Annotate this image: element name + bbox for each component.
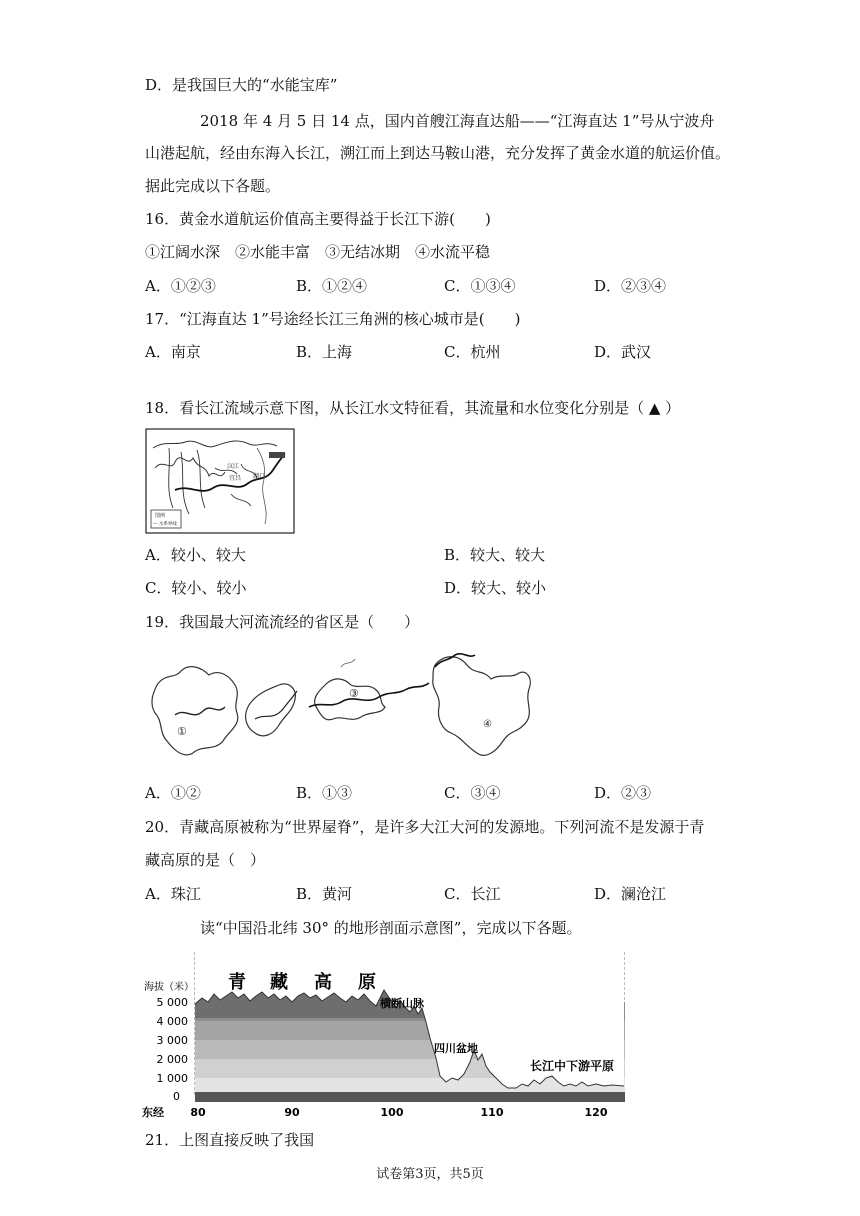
passage-line-2: 山港起航，经由东海入长江，溯江而上到达马鞍山港，充分发挥了黄金水道的航运价值。 bbox=[145, 144, 731, 162]
map19-label-4: ④ bbox=[483, 719, 492, 730]
q20-option-b: B．黄河 bbox=[296, 885, 353, 903]
profile-x-prefix: 东经 bbox=[142, 1106, 164, 1119]
profile-basin-label: 四川盆地 bbox=[434, 1042, 478, 1055]
q17-option-b: B．上海 bbox=[296, 343, 353, 361]
q20-option-c: C．长江 bbox=[444, 885, 501, 903]
profile-x-tick: 100 bbox=[380, 1106, 404, 1119]
map18-legend-title: 图例 bbox=[155, 513, 166, 519]
profile-y-tick: 5 000 bbox=[156, 996, 188, 1009]
terrain-profile-chart bbox=[140, 946, 630, 1124]
page-footer: 试卷第3页，共5页 bbox=[376, 1167, 484, 1182]
q20-option-a: A．珠江 bbox=[145, 885, 201, 903]
q19-option-d: D．②③ bbox=[594, 784, 652, 802]
province-maps bbox=[145, 645, 545, 770]
question-18: 18．看长江流域示意下图，从长江水文特征看，其流量和水位变化分别是（ ▲ ） bbox=[145, 399, 681, 417]
profile-mountain-label: 横断山脉 bbox=[380, 997, 424, 1010]
map18-legend-item: — 水系界线 bbox=[153, 522, 177, 527]
q18-option-b: B．较大、较大 bbox=[444, 546, 546, 564]
intro-q21: 读“中国沿北纬 30° 的地形剖面示意图”，完成以下各题。 bbox=[200, 919, 582, 937]
profile-y-tick: 0 bbox=[173, 1090, 180, 1103]
profile-plateau-char: 高 bbox=[314, 972, 332, 993]
q17-option-d: D．武汉 bbox=[594, 343, 652, 361]
profile-plain-label: 长江中下游平原 bbox=[530, 1059, 615, 1073]
option-d-previous: D．是我国巨大的“水能宝库” bbox=[145, 76, 338, 94]
question-19: 19．我国最大河流流经的省区是（ ） bbox=[145, 613, 420, 631]
map19-label-3: ③ bbox=[349, 687, 359, 700]
q18-option-d: D．较大、较小 bbox=[444, 579, 547, 597]
profile-y-axis-label: 海拔（米） bbox=[144, 982, 194, 993]
profile-x-tick: 120 bbox=[584, 1106, 608, 1119]
q17-option-c: C．杭州 bbox=[444, 343, 501, 361]
passage-line-3: 据此完成以下各题。 bbox=[145, 177, 281, 195]
q16-option-a: A．①②③ bbox=[145, 277, 216, 295]
profile-x-tick: 110 bbox=[480, 1106, 504, 1119]
q19-option-c: C．③④ bbox=[444, 784, 501, 802]
q20-option-d: D．澜沧江 bbox=[594, 885, 667, 903]
q19-option-b: B．①③ bbox=[296, 784, 353, 802]
svg-text:湖口: 湖口 bbox=[253, 473, 266, 480]
q18-option-a: A．较小、较大 bbox=[145, 546, 246, 564]
profile-y-tick: 4 000 bbox=[156, 1015, 188, 1028]
q16-option-d: D．②③④ bbox=[594, 277, 667, 295]
q17-option-a: A．南京 bbox=[145, 343, 201, 361]
svg-text:汉江: 汉江 bbox=[227, 463, 240, 470]
profile-plateau-char: 藏 bbox=[270, 972, 288, 993]
question-20-line-1: 20．青藏高原被称为“世界屋脊”，是许多大江大河的发源地。下列河流不是发源于青 bbox=[145, 818, 705, 836]
question-16: 16．黄金水道航运价值高主要得益于长江下游( ) bbox=[145, 210, 491, 228]
profile-y-tick: 3 000 bbox=[156, 1034, 188, 1047]
q19-option-a: A．①② bbox=[145, 784, 201, 802]
yangtze-basin-map bbox=[145, 428, 295, 534]
question-17: 17．“江海直达 1”号途经长江三角洲的核心城市是( ) bbox=[145, 310, 521, 328]
passage-line-1: 2018 年 4 月 5 日 14 点，国内首艘江海直达船——“江海直达 1”号从宁波舟 bbox=[200, 112, 715, 130]
svg-text:宜昌: 宜昌 bbox=[229, 475, 242, 482]
q16-option-c: C．①③④ bbox=[444, 277, 516, 295]
q18-option-c: C．较小、较小 bbox=[145, 579, 247, 597]
profile-y-tick: 2 000 bbox=[156, 1053, 188, 1066]
profile-y-tick: 1 000 bbox=[156, 1072, 188, 1085]
question-16-items: ①江阔水深 ②水能丰富 ③无结冰期 ④水流平稳 bbox=[145, 243, 491, 261]
profile-plateau-char: 青 bbox=[228, 972, 246, 993]
profile-x-tick: 80 bbox=[190, 1106, 206, 1119]
profile-x-tick: 90 bbox=[284, 1106, 300, 1119]
q16-option-b: B．①②④ bbox=[296, 277, 368, 295]
question-21: 21．上图直接反映了我国 bbox=[145, 1131, 315, 1149]
profile-plateau-char: 原 bbox=[358, 972, 376, 993]
question-20-line-2: 藏高原的是（ ） bbox=[145, 851, 266, 869]
map19-label-1: ① bbox=[177, 725, 187, 738]
